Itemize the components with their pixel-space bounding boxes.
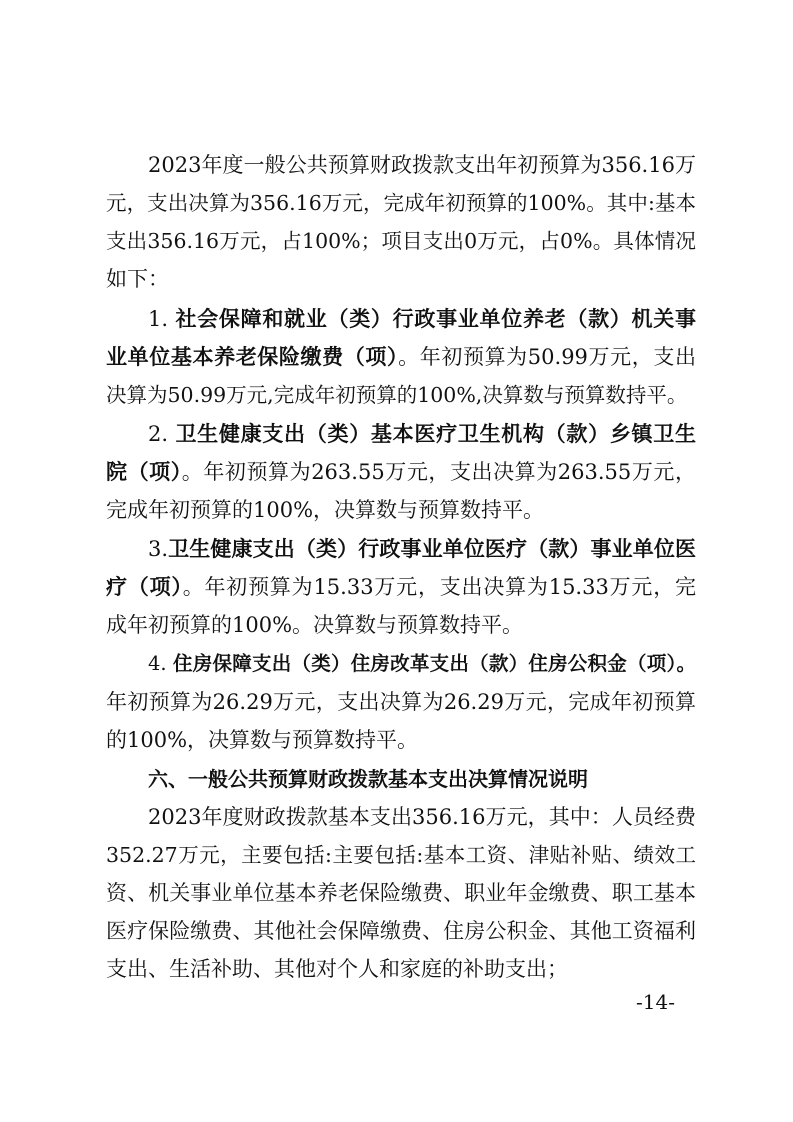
item-4-line-2: 年初预算为26.29万元，支出决算为26.29万元，完成年初预算 (106, 690, 696, 714)
page-number: -14- (636, 990, 675, 1014)
paragraph-2-line-5: 支出、生活补助、其他对个人和家庭的补助支出； (106, 957, 568, 981)
item-3-title-part-1: 卫生健康支出（类）行政事业单位医疗（款）事业单位医 (168, 536, 696, 561)
item-1-title-part-1: 社会保障和就业（类）行政事业单位养老（款）机关事 (175, 306, 696, 331)
item-4-title-part-1: 住房保障支出（类）住房改革支出（款）住房公积金（项）。 (173, 652, 696, 675)
item-4-line-3: 的100%，决算数与预算数持平。 (106, 728, 419, 752)
item-1-line-2 (106, 341, 696, 373)
paragraph-1-line-2: 元，支出决算为356.16万元，完成年初预算的100%。其中:基本 (106, 191, 696, 215)
paragraph-2-line-3: 资、机关事业单位基本养老保险缴费、职业年金缴费、职工基本 (106, 881, 696, 905)
item-1-number: 1. (148, 307, 176, 331)
item-2-text-line-2: 。年初预算为263.55万元，支出决算为263.55万元， (181, 460, 696, 484)
item-3-line-1 (148, 533, 696, 565)
paragraph-2-line-2: 352.27万元，主要包括:主要包括:基本工资、津贴补贴、绩效工 (106, 843, 696, 867)
item-3-line-3: 成年初预算的100%。决算数与预算数持平。 (106, 613, 524, 637)
item-2-line-2 (106, 456, 696, 488)
item-3-number: 3. (148, 537, 169, 561)
item-3-title-part-2: 疗（项） (106, 574, 183, 599)
item-2-title-part-1: 卫生健康支出（类）基本医疗卫生机构（款）乡镇卫生 (175, 421, 696, 446)
item-2-line-3: 完成年初预算的100%，决算数与预算数持平。 (106, 498, 545, 522)
paragraph-2-line-4: 医疗保险缴费、其他社会保障缴费、住房公积金、其他工资福利 (106, 919, 696, 943)
item-1-line-3: 决算为50.99万元,完成年初预算的100%,决算数与预算数持平。 (106, 383, 688, 407)
section-heading: 六、一般公共预算财政拨款基本支出决算情况说明 (148, 767, 588, 791)
item-2-title-part-2: 院（项） (106, 459, 182, 484)
item-4-line-1 (148, 648, 696, 680)
paragraph-2-line-1: 2023年度财政拨款基本支出356.16万元，其中：人员经费 (148, 805, 696, 829)
paragraph-1-line-4: 如下： (106, 267, 169, 291)
item-1-title-part-2: 业单位基本养老保险缴费（项） (106, 344, 399, 369)
item-4-number: 4. (148, 652, 174, 675)
paragraph-1-line-1: 2023年度一般公共预算财政拨款支出年初预算为356.16万 (148, 153, 696, 177)
item-2-line-1 (148, 418, 696, 450)
item-3-line-2 (106, 571, 696, 603)
item-2-number: 2. (148, 422, 176, 446)
item-3-text-line-2: 。年初预算为15.33万元，支出决算为15.33万元，完 (182, 575, 696, 599)
item-1-line-1 (148, 303, 696, 335)
item-1-text-line-2: 。年初预算为50.99万元，支出 (398, 345, 696, 369)
paragraph-1-line-3: 支出356.16万元，占100%；项目支出0万元，占0%。具体情况 (106, 229, 696, 253)
